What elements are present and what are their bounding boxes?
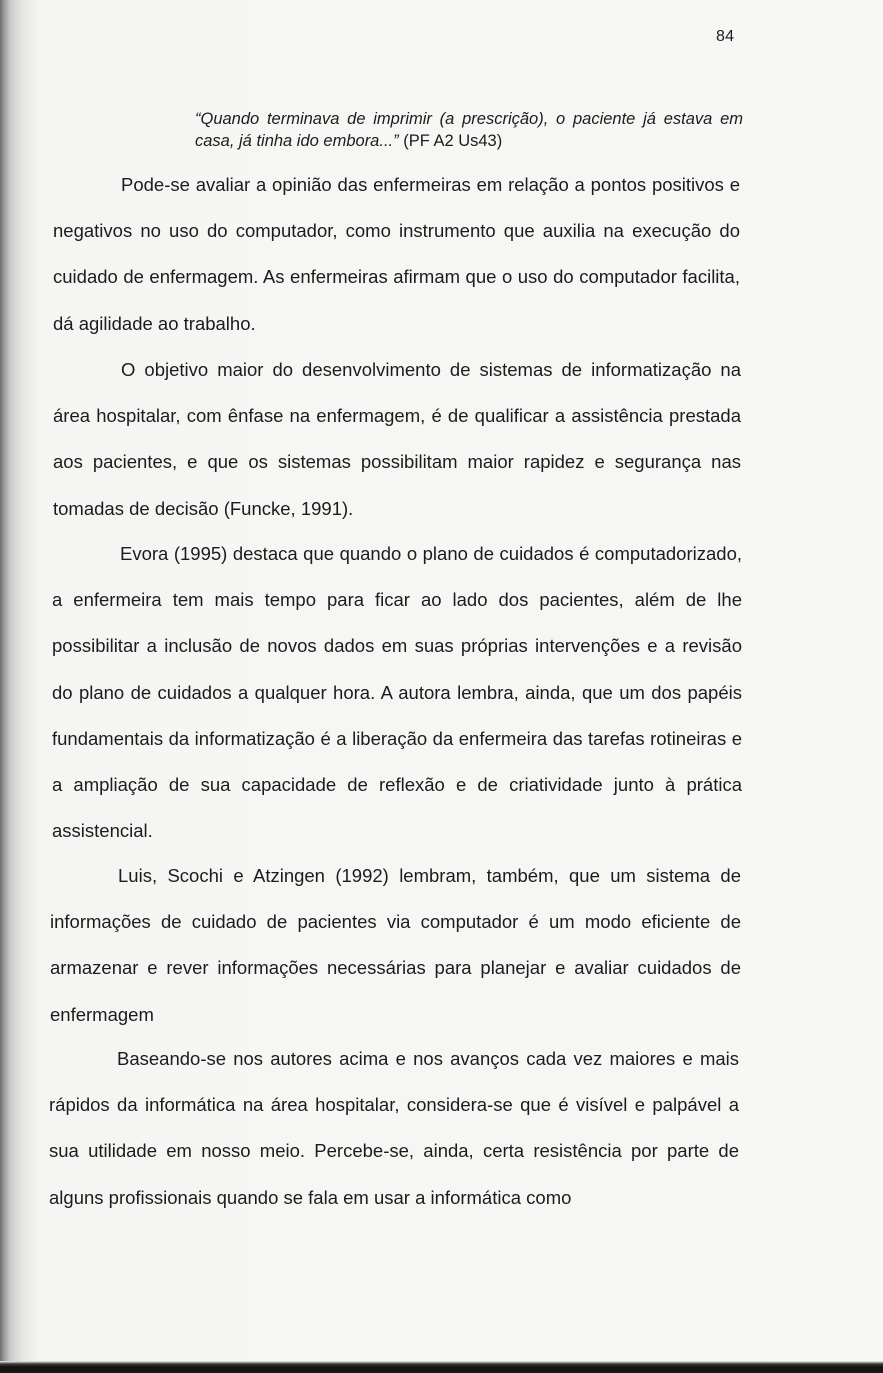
- paragraph-1: Pode-se avaliar a opinião das enfermeiras em relação a pontos positivos e negativos no uso do computador, como instrumento que auxilia na execução do cuidado de enfermagem. As enfermeiras afirmam que o uso do computador facilita, dá agilidade ao trabalho.: [53, 174, 740, 334]
- paragraph-3: Evora (1995) destaca que quando o plano de cuidados é computadorizado, a enfermeira tem mais tempo para ficar ao lado dos pacientes, além de lhe possibilitar a inclusão de novos dados em suas próprias intervenções e a revisão do plano de cuidados a qualquer hora. A autora lembra, ainda, que um dos papéis fundamentais da informatização é a liberação da enfermeira das tarefas rotineiras e a ampliação de sua capacidade de reflexão e de criatividade junto à prática assistencial.: [52, 543, 742, 842]
- quote-text: “Quando terminava de imprimir (a prescrição), o paciente já estava em casa, já tinha ido embora...”: [195, 110, 743, 150]
- page-number: 84: [716, 28, 735, 45]
- scan-bottom-edge: [0, 1361, 883, 1373]
- quote-source: (PF A2 Us43): [398, 132, 503, 150]
- paragraph-5: Baseando-se nos autores acima e nos avanços cada vez maiores e mais rápidos da informática na área hospitalar, considera-se que é visível e palpável a sua utilidade em nosso meio. Percebe-se, ainda, certa resistência por parte de alguns profissionais quando se fala em usar a informática como: [49, 1048, 739, 1208]
- paragraph-4: Luis, Scochi e Atzingen (1992) lembram, também, que um sistema de informações de cuidado de pacientes via computador é um modo eficiente de armazenar e rever informações necessárias para planejar e avaliar cuidados de enfermagem: [50, 865, 741, 1025]
- interview-quote: [195, 108, 743, 152]
- paragraph-2: O objetivo maior do desenvolvimento de sistemas de informatização na área hospitalar, com ênfase na enfermagem, é de qualificar a assistência prestada aos pacientes, e que os sistemas possibilitam maior rapidez e segurança nas tomadas de decisão (Funcke, 1991).: [53, 359, 741, 519]
